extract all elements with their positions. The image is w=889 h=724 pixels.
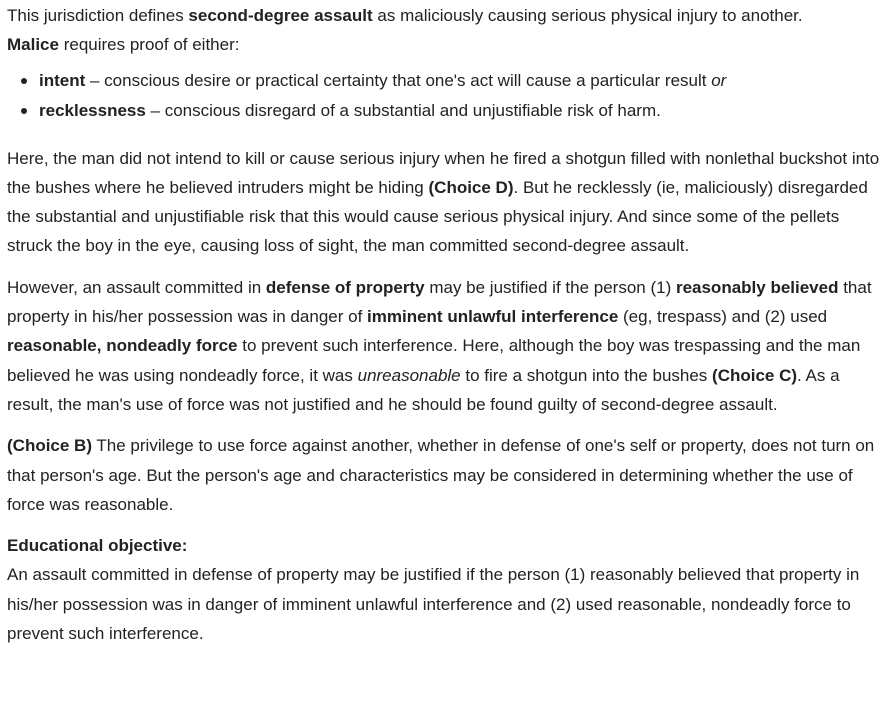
analysis-paragraph [7,144,883,261]
choice-b-label: (Choice B) [7,436,92,456]
bullet-icon [21,108,27,114]
paragraph-text: (eg, trespass) and (2) used [618,307,828,327]
explanation-content [0,1,889,648]
educational-objective-text: An assault committed in defense of property may be justified if the person (1) reasonably believed that property in his/her possession was in danger of imminent unlawful interference and (2) used reasonable, nondeadly force to prevent such interference. [7,565,860,644]
choice-c-label: (Choice C) [712,365,798,385]
paragraph-text: to fire a shotgun into the bushes [460,365,713,385]
paragraph-text: Here, the man did not intend to kill or cause serious injury when he fired a shotgun filled with nonlethal buckshot into the bushes where he believed intruders might be hiding [7,148,880,197]
list-item-text: – conscious desire or practical certainty that one's act will cause a particular result [85,70,712,90]
list-item [39,96,883,126]
emphasis-unreasonable: unreasonable [357,365,461,385]
intro-text: as maliciously causing serious physical injury to another. [372,6,803,25]
term-intent: intent [39,70,86,90]
term-malice: Malice [7,35,59,55]
bullet-icon [21,78,27,84]
choice-b-paragraph [7,431,883,519]
term-defense-of-property: defense of property [265,277,425,297]
paragraph-text: . As a result, the man's use of force was not justified and he should be found guilty of second-degree assault. [7,365,840,414]
list-item-text: – conscious disregard of a substantial and unjustifiable risk of harm. [145,100,661,120]
paragraph-text: that property in his/her possession was in danger of [7,277,872,327]
paragraph-text: . But he recklessly (ie, maliciously) disregarded the substantial and unjustifiable risk that this would cause serious physical injury. And since some of the pellets struck the boy in the eye, causing loss of sight, the man committed second-degree assault. [7,177,868,256]
intro-text: This jurisdiction defines [7,6,189,25]
list-item-emphasis: or [711,70,727,90]
term-imminent-interference: imminent unlawful interference [367,307,619,327]
term-second-degree-assault: second-degree assault [188,6,373,25]
educational-objective-heading [7,531,883,560]
paragraph-text: may be justified if the person (1) [424,277,676,297]
term-reasonable-force: reasonable, nondeadly force [7,336,238,356]
defense-paragraph [7,273,883,419]
term-reasonably-believed: reasonably believed [675,277,839,297]
intro-text: requires proof of either: [58,35,240,55]
paragraph-text: to prevent such interference. Here, although the boy was trespassing and the man believed he was using nondeadly force, it was [7,336,861,385]
list-item [39,66,883,96]
paragraph-text: However, an assault committed in [7,277,266,297]
malice-elements-list [7,66,883,126]
term-recklessness: recklessness [39,100,146,120]
choice-d-label: (Choice D) [428,177,514,197]
objective-heading-text: Educational objective: [7,536,188,556]
intro-paragraph [7,1,883,60]
paragraph-text: The privilege to use force against another, whether in defense of one's self or property, does not turn on that person's age. But the person's age and characteristics may be considered in determining whether the use of force was reasonable. [7,436,875,514]
